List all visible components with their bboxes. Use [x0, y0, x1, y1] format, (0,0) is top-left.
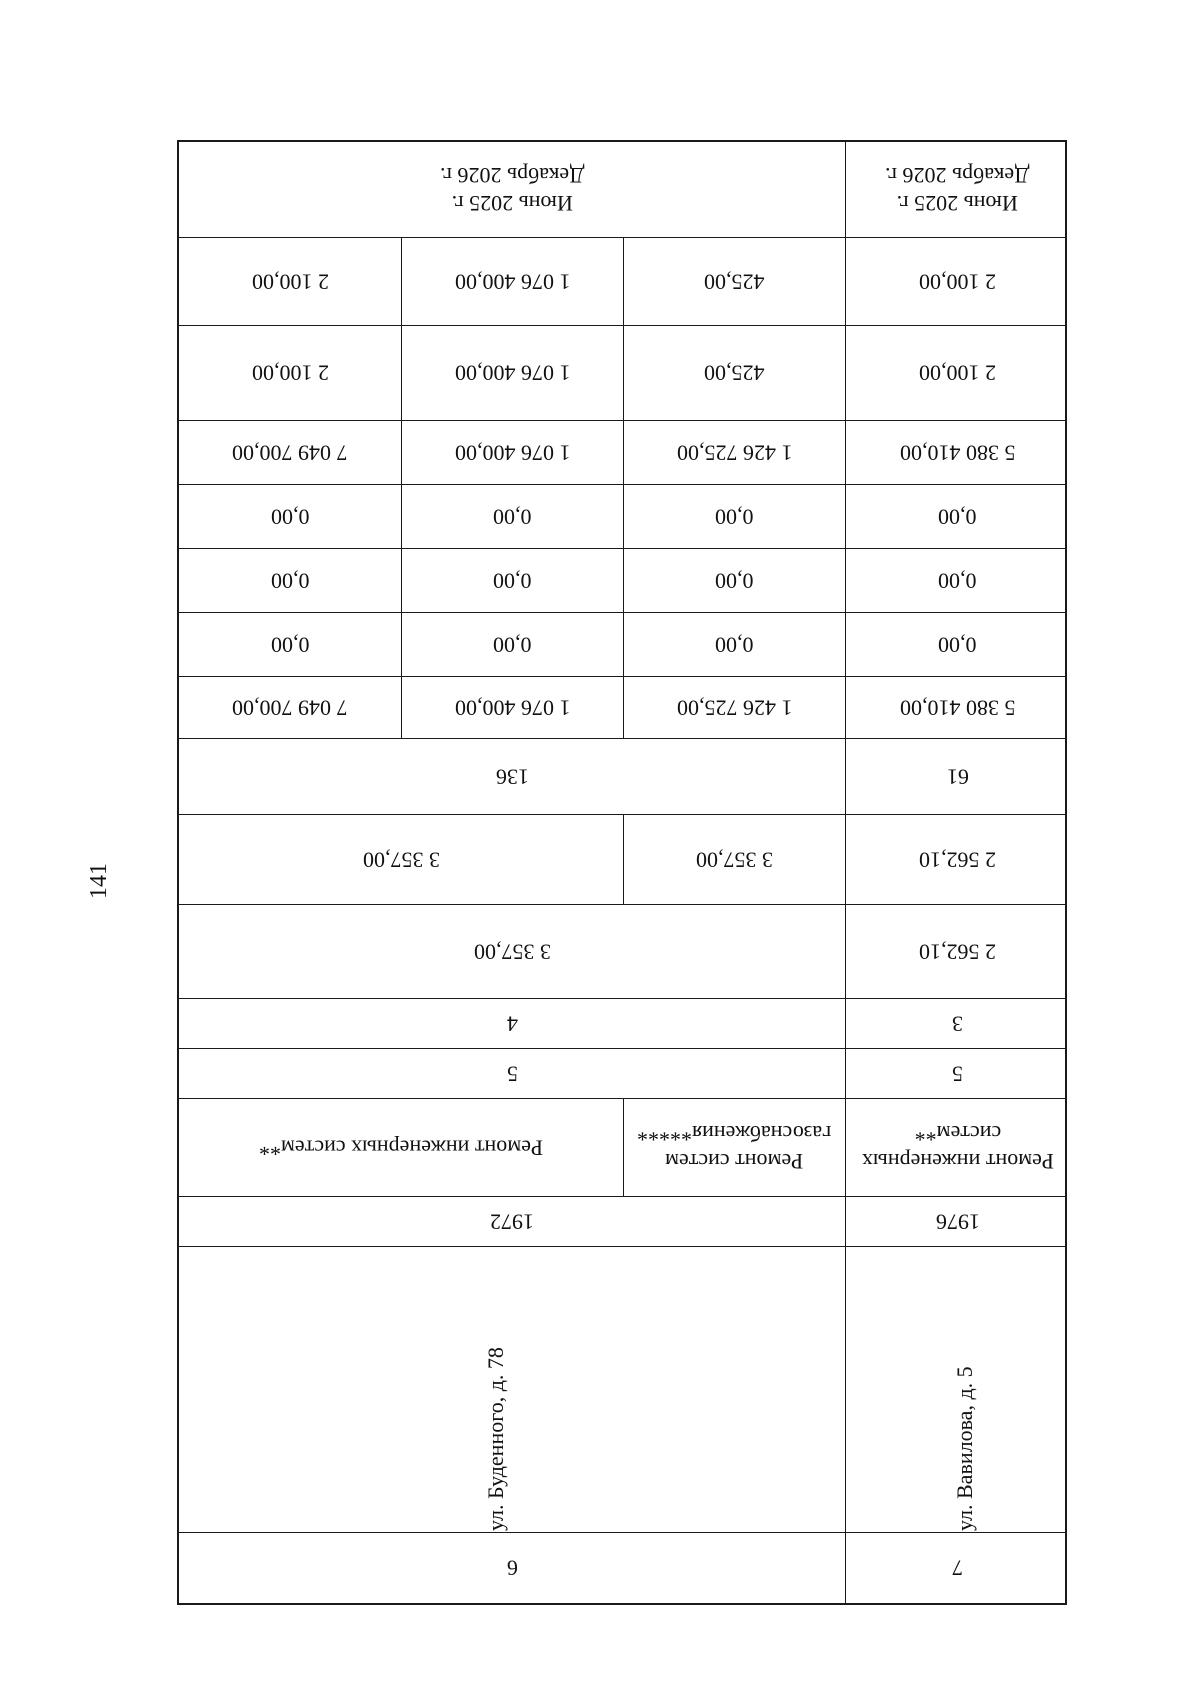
- table-row: [179, 1098, 1065, 1196]
- floors-cell: 3: [845, 999, 1069, 1048]
- period-text: Июнь 2025 г. Декабрь 2026 г.: [885, 163, 1030, 216]
- capital-repair-table: [177, 140, 1067, 1605]
- value-cell: 2 100,00: [251, 269, 329, 295]
- year-cell: 1972: [490, 1209, 534, 1235]
- value-cell: 1 076 400,00: [401, 326, 623, 420]
- value-cell: 1 426 725,00: [623, 677, 845, 738]
- value-cell: 0,00: [845, 485, 1069, 548]
- table-row: [179, 612, 1065, 676]
- table-row: [179, 548, 1065, 612]
- row-number-cell: 6: [506, 1555, 518, 1581]
- work-type-cell: Ремонт инженерных систем**: [259, 1135, 543, 1161]
- address-text: ул. Вавилова, д. 5: [952, 1366, 977, 1531]
- table-row: [179, 676, 1065, 738]
- work-type-cell: Ремонт систем газоснабжения*****: [623, 1099, 845, 1196]
- value-cell: 7 049 700,00: [232, 440, 348, 466]
- address-cell: [179, 1247, 845, 1532]
- area-cell: 2 562,10: [845, 815, 1069, 904]
- floors-cell: 4: [506, 1011, 518, 1037]
- period-row: [179, 142, 1065, 237]
- value-cell: 0,00: [623, 549, 845, 612]
- table-row: [179, 904, 1065, 998]
- table-row: [179, 814, 1065, 904]
- period-text: Июнь 2025 г. Декабрь 2026 г.: [439, 163, 585, 216]
- table-row: [179, 420, 1065, 484]
- value-cell: 0,00: [270, 504, 310, 530]
- value-cell: 0,00: [401, 549, 623, 612]
- value-cell: 1 426 725,00: [623, 421, 845, 484]
- value-cell: 0,00: [270, 568, 310, 594]
- address-text: ул. Буденного, д. 78: [483, 1347, 508, 1531]
- table-row: [179, 1532, 1065, 1603]
- area-cell: 3 357,00: [473, 939, 551, 965]
- row-number-cell: 7: [845, 1533, 1069, 1603]
- value-cell: 1 076 400,00: [401, 238, 623, 325]
- value-cell: 2 100,00: [845, 326, 1069, 420]
- value-cell: 0,00: [623, 613, 845, 676]
- table-row: [179, 484, 1065, 548]
- table-row: [179, 325, 1065, 420]
- value-cell: 2 100,00: [845, 238, 1069, 325]
- value-cell: 0,00: [270, 632, 310, 658]
- value-cell: 1 076 400,00: [401, 677, 623, 738]
- table-row: [179, 1048, 1065, 1098]
- area-cell: 3 357,00: [362, 847, 440, 873]
- count-cell: 136: [495, 764, 529, 790]
- value-cell: 5 380 410,00: [845, 677, 1069, 738]
- value-cell: 2 100,00: [251, 360, 329, 386]
- value-cell: 7 049 700,00: [232, 695, 348, 721]
- value-cell: 425,00: [623, 326, 845, 420]
- table-row: [179, 998, 1065, 1048]
- page-number: 141: [86, 863, 112, 899]
- area-cell: 2 562,10: [845, 905, 1069, 998]
- value-cell: 1 076 400,00: [401, 421, 623, 484]
- table-row: [179, 237, 1065, 325]
- value-cell: 0,00: [845, 549, 1069, 612]
- value-cell: 0,00: [401, 485, 623, 548]
- address-cell: [845, 1247, 1069, 1532]
- table-row: [179, 738, 1065, 814]
- value-cell: 0,00: [623, 485, 845, 548]
- value-cell: 5 380 410,00: [845, 421, 1069, 484]
- value-cell: 0,00: [401, 613, 623, 676]
- work-type-cell: Ремонт инженерных систем**: [845, 1099, 1069, 1196]
- value-cell: 425,00: [623, 238, 845, 325]
- area-cell: 3 357,00: [623, 815, 845, 904]
- table-row: [179, 1196, 1065, 1246]
- count-cell: 61: [845, 739, 1069, 814]
- year-cell: 1976: [845, 1197, 1069, 1246]
- value-cell: 0,00: [845, 613, 1069, 676]
- entrances-cell: 5: [845, 1049, 1069, 1098]
- table-row: [179, 1246, 1065, 1532]
- period-cell: [845, 142, 1069, 237]
- entrances-cell: 5: [506, 1061, 518, 1087]
- period-cell: [179, 142, 845, 237]
